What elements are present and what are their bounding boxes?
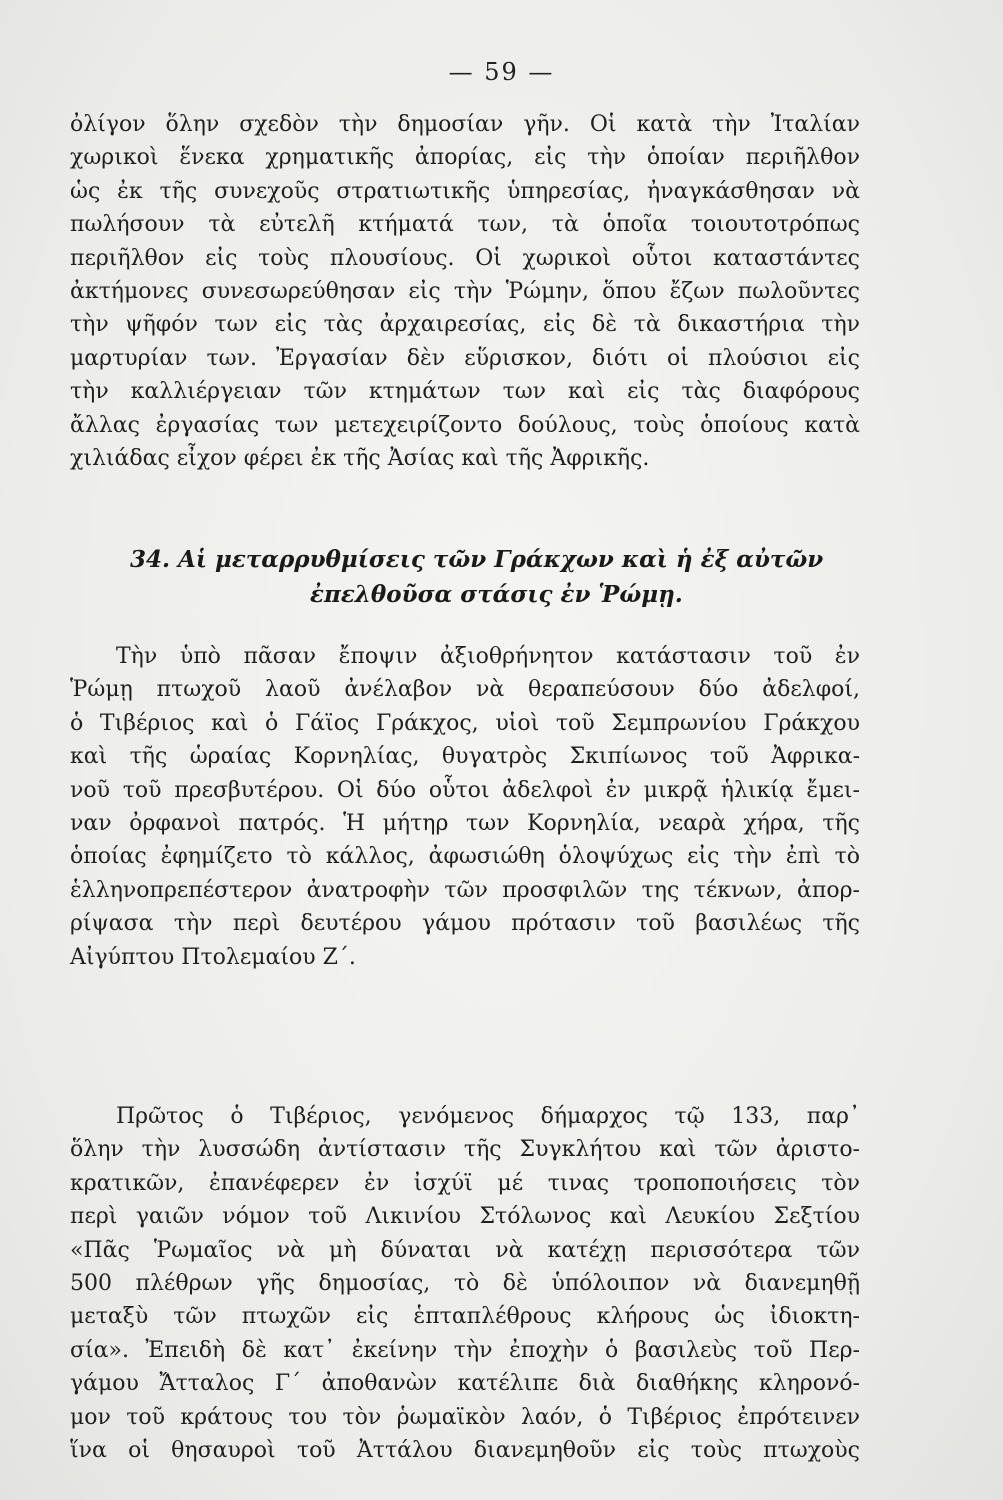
text-line: τὴν καλλιέργειαν τῶν κτημάτων των καὶ εἰς τὰς διαφόρους: [70, 379, 860, 405]
section-heading: [70, 542, 860, 612]
text-line: ὅλην τὴν λυσσώδη ἀντίστασιν τῆς Συγκλήτου καὶ τῶν ἀριστο-: [70, 1137, 860, 1163]
text-line: μαρτυρίαν των. Ἐργασίαν δὲν εὕρισκον, διότι οἱ πλούσιοι εἰς: [70, 345, 860, 371]
text-line: μον τοῦ κράτους του τὸν ῥωμαϊκὸν λαόν, ὁ Τιβέριος ἐπρότεινεν: [70, 1404, 860, 1430]
section-heading-line-1: 34. Αἱ μεταρρυθμίσεις τῶν Γράκχων καὶ ἡ ἐξ αὐτῶν: [130, 546, 824, 573]
text-line: ναν ὀρφανοὶ πατρός. Ἡ μήτηρ των Κορνηλία, νεαρὰ χήρα, τῆς: [70, 811, 860, 837]
text-line: σία». Ἐπειδὴ δὲ κατ᾿ ἐκείνην τὴν ἐποχὴν ὁ βασιλεὺς τοῦ Περ-: [70, 1337, 860, 1363]
text-line: κρατικῶν, ἐπανέφερεν ἐν ἰσχύϊ μέ τινας τροποποιήσεις τὸν: [70, 1170, 860, 1196]
text-line: μεταξὺ τῶν πτωχῶν εἰς ἑπταπλέθρους κλήρους ὡς ἰδιοκτη-: [70, 1304, 860, 1330]
text-line: νοῦ τοῦ πρεσβυτέρου. Οἱ δύο οὗτοι ἀδελφοὶ ἐν μικρᾷ ἡλικίᾳ ἔμει-: [70, 777, 860, 803]
text-line: ἵνα οἱ θησαυροὶ τοῦ Ἀττάλου διανεμηθοῦν εἰς τοὺς πτωχοὺς: [70, 1438, 860, 1464]
text-line: ἑλληνοπρεπέστερον ἀνατροφὴν τῶν προσφιλῶν της τέκνων, ἀπορ-: [70, 877, 860, 903]
text-line: ὀλίγον ὅλην σχεδὸν τὴν δημοσίαν γῆν. Οἱ κατὰ τὴν Ἰταλίαν: [70, 112, 860, 137]
text-line: «Πᾶς Ῥωμαῖος νὰ μὴ δύναται νὰ κατέχῃ περισσότερα τῶν: [70, 1237, 860, 1263]
text-line: Ῥώμῃ πτωχοῦ λαοῦ ἀνέλαβον νὰ θεραπεύσουν δύο ἀδελφοί,: [70, 677, 860, 703]
text-line: περιῆλθον εἰς τοὺς πλουσίους. Οἱ χωρικοὶ οὗτοι καταστάντες: [70, 245, 860, 271]
paragraph-tiberius: [70, 1100, 860, 1467]
text-line: Τὴν ὑπὸ πᾶσαν ἔποψιν ἀξιοθρήνητον κατάστασιν τοῦ ἐν: [116, 644, 860, 669]
paragraph-gracchi-intro: [70, 640, 860, 974]
text-line: τὴν ψῆφόν των εἰς τὰς ἀρχαιρεσίας, εἰς δὲ τὰ δικαστήρια τὴν: [70, 312, 860, 338]
text-line: χιλιάδας εἶχον φέρει ἐκ τῆς Ἀσίας καὶ τῆς Ἀφρικῆς.: [70, 446, 650, 472]
text-line: Πρῶτος ὁ Τιβέριος, γενόμενος δήμαρχος τῷ 133, παρ᾿: [116, 1104, 860, 1129]
text-line: ὡς ἐκ τῆς συνεχοῦς στρατιωτικῆς ὑπηρεσίας, ἠναγκάσθησαν νὰ: [70, 178, 860, 204]
text-line: γάμου Ἄτταλος Γ΄ ἀποθανὼν κατέλιπε διὰ διαθήκης κληρονό-: [70, 1371, 860, 1397]
text-line: χωρικοὶ ἕνεκα χρηματικῆς ἀπορίας, εἰς τὴν ὁποίαν περιῆλθον: [70, 145, 860, 171]
text-line: 500 πλέθρων γῆς δημοσίας, τὸ δὲ ὑπόλοιπον νὰ διανεμηθῇ: [70, 1271, 860, 1297]
text-line: ὁποίας ἐφημίζετο τὸ κάλλος, ἀφωσιώθη ὁλοψύχως εἰς τὴν ἐπὶ τὸ: [70, 844, 860, 870]
text-line: ἀκτήμονες συνεσωρεύθησαν εἰς τὴν Ῥώμην, ὅπου ἔζων πωλοῦντες: [70, 279, 860, 305]
section-heading-line-2: ἐπελθοῦσα στάσις ἐν Ῥώμῃ.: [310, 581, 683, 608]
text-line: ρίψασα τὴν περὶ δευτέρου γάμου πρότασιν τοῦ βασιλέως τῆς: [70, 911, 860, 937]
text-line: πωλήσουν τὰ εὐτελῆ κτήματά των, τὰ ὁποῖα τοιουτοτρόπως: [70, 212, 860, 238]
page-number: — 59 —: [448, 58, 555, 86]
text-line: περὶ γαιῶν νόμον τοῦ Λικινίου Στόλωνος καὶ Λευκίου Σεξτίου: [70, 1204, 860, 1230]
paragraph-continued: [70, 108, 860, 475]
text-line: Αἰγύπτου Πτολεμαίου Ζ΄.: [70, 944, 356, 970]
text-line: καὶ τῆς ὡραίας Κορνηλίας, θυγατρὸς Σκιπίωνος τοῦ Ἀφρικα-: [70, 744, 860, 770]
text-line: ἄλλας ἐργασίας των μετεχειρίζοντο δούλους, τοὺς ὁποίους κατὰ: [70, 412, 860, 438]
text-line: ὁ Τιβέριος καὶ ὁ Γάϊος Γράκχος, υἱοὶ τοῦ Σεμπρωνίου Γράκχου: [70, 710, 860, 736]
